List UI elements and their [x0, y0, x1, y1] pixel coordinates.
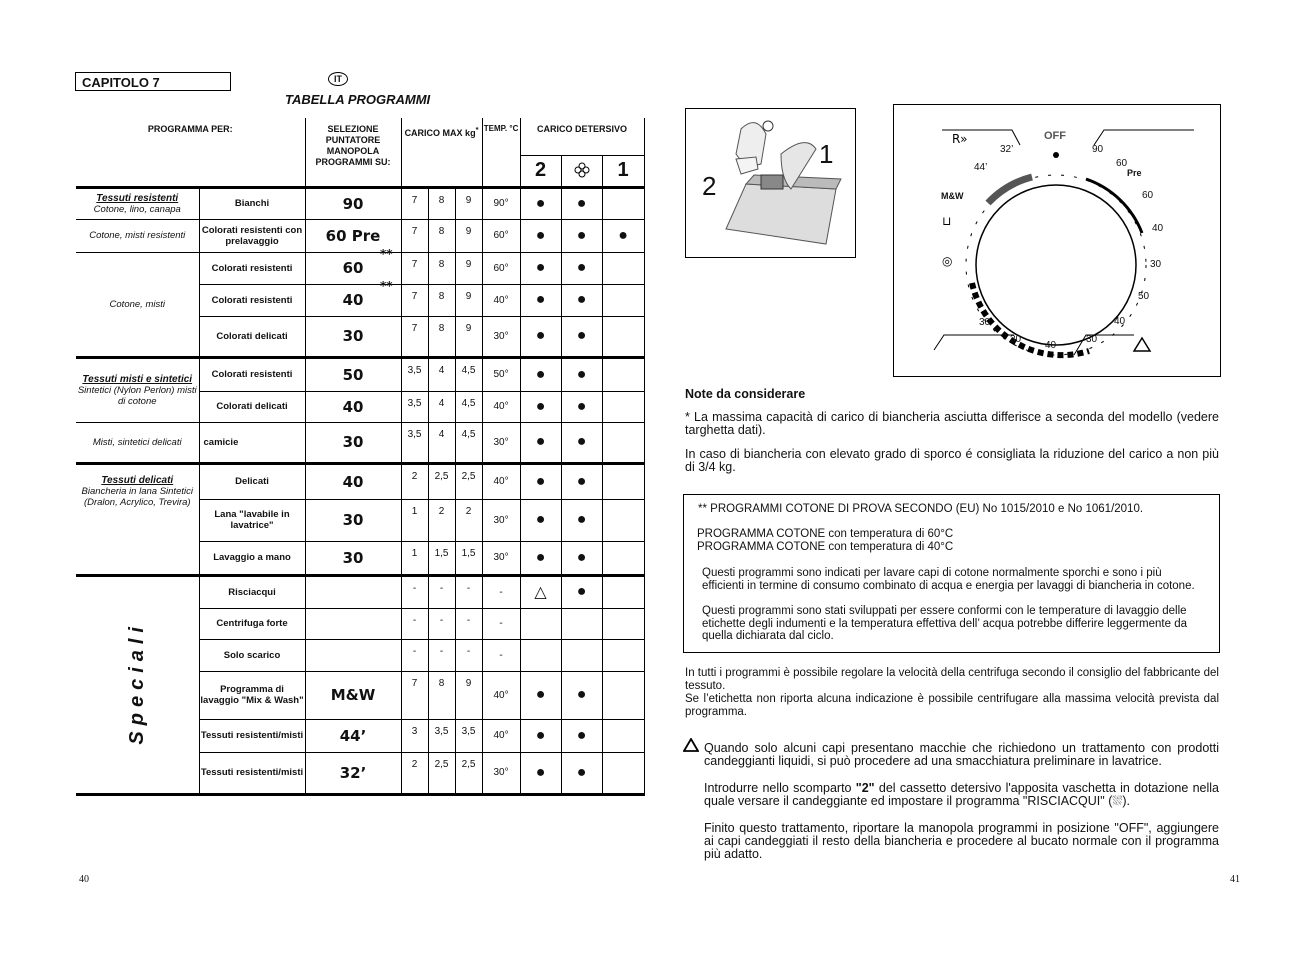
program-name: camicie [199, 422, 305, 463]
program-name: Bianchi [199, 187, 305, 219]
table-row [76, 575, 644, 608]
load-2: 3,5 [428, 719, 455, 752]
load-2: 4 [428, 357, 455, 391]
detergent-2 [520, 575, 561, 608]
selector-value [305, 608, 401, 639]
detergent-1 [602, 284, 644, 316]
selector-text: 40 [342, 472, 364, 491]
selector-value [305, 278, 401, 316]
load-2: 8 [428, 219, 455, 252]
selector-text: 44’ [339, 726, 367, 745]
group-g6 [76, 463, 199, 575]
box-line-4: Questi programmi sono indicati per lavare capi di cotone normalmente sporchi e sono i più efficienti in termine di consumo combinato di acqua e energia per lavaggi di biancheria in cotone. [702, 567, 1195, 592]
header-carico-text: CARICO MAX kg [404, 128, 476, 138]
bleach-p3: Finito questo trattamento, riportare la manopola programmi in posizione "OFF", aggiungere ai capi candeggiati il resto della biancheria e procedere al bucato normale con il programma più adatto. [704, 821, 1219, 861]
page-number-right: 41 [1230, 874, 1240, 885]
detergent-1 [602, 752, 644, 794]
selector-text: 30 [342, 433, 364, 451]
detergent-2-mark: △ [534, 584, 547, 601]
selector-value [305, 671, 401, 719]
dial-label-30d: 30 [979, 317, 991, 328]
page-number-left: 40 [79, 874, 89, 885]
temperature: 60° [482, 219, 520, 252]
program-name: Colorati delicati [199, 316, 305, 357]
detergent-flower [561, 719, 602, 752]
program-name: Centrifuga forte [199, 608, 305, 639]
detergent-2-mark: ● [535, 327, 546, 344]
load-3: 9 [455, 187, 482, 219]
selector-text: 32’ [339, 763, 367, 782]
detergent-1 [602, 639, 644, 671]
group-g1-title: Tessuti resistenti [96, 192, 179, 204]
detergent-1 [602, 541, 644, 575]
detergent-flower-mark: ● [576, 327, 587, 344]
temperature: 30° [482, 752, 520, 794]
temperature: 90° [482, 187, 520, 219]
program-name: Colorati resistenti [199, 252, 305, 284]
detergent-flower [561, 639, 602, 671]
load-2: - [428, 639, 455, 671]
temperature: 30° [482, 541, 520, 575]
detergent-2 [520, 671, 561, 719]
detergent-2 [520, 357, 561, 391]
detergent-2 [520, 719, 561, 752]
group-g6-title: Tessuti delicati [101, 474, 174, 486]
load-1: - [401, 575, 428, 608]
load-3: 2,5 [455, 463, 482, 499]
program-name: Programma di lavaggio "Mix & Wash" [199, 671, 305, 719]
selector-value [305, 187, 401, 219]
detergent-1 [602, 252, 644, 284]
detergent-flower-mark: ● [576, 472, 587, 490]
svg-text:⊔: ⊔ [942, 214, 952, 228]
load-2: 8 [428, 252, 455, 284]
detergent-2 [520, 391, 561, 422]
selector-text: M&W [330, 686, 376, 704]
group-g1-sub: Cotone, lino, canapa [93, 203, 181, 215]
load-1: 1 [401, 499, 428, 541]
load-3: 1,5 [455, 541, 482, 575]
load-3: - [455, 575, 482, 608]
dial-label-60pre: 60 [1116, 158, 1128, 169]
detergent-2-mark: ● [535, 511, 546, 528]
selector-text: 40 [342, 397, 364, 416]
detergent-flower-mark: ● [576, 583, 587, 600]
svg-text:◎: ◎ [942, 254, 953, 268]
detergent-flower [561, 752, 602, 794]
detergent-2-mark: ● [535, 763, 546, 781]
selector-value [305, 575, 401, 608]
detergent-flower [561, 219, 602, 252]
detergent-2 [520, 252, 561, 284]
detergent-flower [561, 463, 602, 499]
header-detersivo: CARICO DETERSIVO [520, 118, 644, 155]
load-2: 8 [428, 284, 455, 316]
program-name: Delicati [199, 463, 305, 499]
load-3: 9 [455, 219, 482, 252]
load-1: 3,5 [401, 391, 428, 422]
program-name: Tessuti resistenti/misti [199, 719, 305, 752]
detergent-1 [602, 719, 644, 752]
selector-value [305, 357, 401, 391]
detergent-2-mark: ● [535, 194, 546, 212]
table-row [76, 187, 644, 219]
program-name: Colorati resistenti [199, 357, 305, 391]
selector-text: 60 [342, 259, 364, 277]
detergent-flower [561, 422, 602, 463]
selector-star: ** [379, 278, 393, 293]
load-1: 3 [401, 719, 428, 752]
selector-value [305, 752, 401, 794]
load-2: 4 [428, 422, 455, 463]
temperature: 40° [482, 284, 520, 316]
temperature: 40° [482, 391, 520, 422]
detergent-2-mark: ● [535, 259, 546, 276]
temperature: 30° [482, 316, 520, 357]
detergent-1 [602, 219, 644, 252]
load-1: 7 [401, 284, 428, 316]
detergent-2-mark: ● [535, 365, 546, 383]
dial-label-44: 44’ [974, 162, 988, 173]
program-name: Lavaggio a mano [199, 541, 305, 575]
detergent-1 [602, 608, 644, 639]
load-3: 9 [455, 671, 482, 719]
detergent-flower [561, 575, 602, 608]
group-g3 [76, 252, 199, 357]
detergent-flower-mark: ● [576, 763, 587, 781]
detergent-2 [520, 284, 561, 316]
detergent-drawer-illustration [685, 108, 856, 258]
detergent-flower [561, 391, 602, 422]
selector-text: 90 [342, 194, 364, 213]
selector-star: ** [379, 246, 393, 261]
detergent-1 [602, 422, 644, 463]
bleach-p1: Quando solo alcuni capi presentano macchie che richiedono un trattamento con prodotti candeggianti liquidi, si può procedere ad una smacchiatura preliminare in lavatrice. [704, 741, 1219, 768]
detergent-2-mark: ● [535, 472, 546, 490]
header-selezione: SELEZIONE PUNTATORE MANOPOLA PROGRAMMI SU: [305, 118, 401, 187]
program-dial-illustration [893, 104, 1221, 377]
detergent-flower-mark: ● [576, 548, 587, 566]
detergent-flower-mark: ● [576, 726, 587, 744]
bleach-p2 [704, 782, 1219, 808]
load-3: 4,5 [455, 422, 482, 463]
spin-p1: In tutti i programmi è possibile regolare la velocità della centrifuga secondo il consiglio del fabbricante del tessuto. [685, 667, 1219, 692]
detergent-2-mark: ● [535, 686, 546, 703]
load-1: 7 [401, 316, 428, 357]
detergent-flower-mark: ● [576, 433, 587, 450]
temperature: 30° [482, 499, 520, 541]
table-row [76, 422, 644, 463]
detergent-flower [561, 541, 602, 575]
detergent-flower [561, 187, 602, 219]
detergent-flower [561, 357, 602, 391]
load-1: 2 [401, 463, 428, 499]
load-1: 3,5 [401, 422, 428, 463]
load-2: 1,5 [428, 541, 455, 575]
detergent-flower [561, 252, 602, 284]
header-temp: TEMP. °C [482, 118, 520, 187]
selector-value [305, 422, 401, 463]
temperature: - [482, 608, 520, 639]
bleach-p2b: "2" [855, 781, 875, 795]
spin-p2: Se l’etichetta non riporta alcuna indicazione è possibile centrifugare alla massima velocità prevista dal programma. [685, 693, 1219, 718]
table-row [76, 357, 644, 391]
detergent-2-mark: ● [535, 397, 546, 415]
load-2: 8 [428, 187, 455, 219]
selector-value [305, 541, 401, 575]
group-g5-text: Misti, sintetici delicati [92, 436, 182, 448]
selector-text: 30 [342, 548, 364, 567]
flower-icon [561, 155, 602, 187]
table-title: TABELLA PROGRAMMI [285, 92, 431, 107]
load-2: 2 [428, 499, 455, 541]
temperature: - [482, 639, 520, 671]
load-1: 1 [401, 541, 428, 575]
program-name: Solo scarico [199, 639, 305, 671]
group-g2-text: Cotone, misti resistenti [89, 230, 186, 241]
detergent-1 [602, 187, 644, 219]
detergent-flower [561, 284, 602, 316]
selector-text: 40 [342, 291, 364, 309]
selector-text: 30 [342, 327, 364, 345]
program-name: Tessuti resistenti/misti [199, 752, 305, 794]
detergent-2 [520, 499, 561, 541]
load-1: 2 [401, 752, 428, 794]
dial-label-40b: 40 [1114, 316, 1126, 327]
dial-label-90: 90 [1092, 144, 1104, 155]
detergent-2-mark: ● [535, 726, 546, 744]
load-3: 9 [455, 316, 482, 357]
notes-p2: In caso di biancheria con elevato grado di sporco é consigliata la riduzione del carico a non più di 3/4 kg. [685, 447, 1219, 474]
detergent-1 [602, 391, 644, 422]
header-programma: PROGRAMMA PER: [147, 124, 233, 134]
program-name: Colorati delicati [199, 391, 305, 422]
load-2: 2,5 [428, 752, 455, 794]
load-2: 8 [428, 671, 455, 719]
det-col-1: 1 [602, 155, 644, 187]
box-line-5: Questi programmi sono stati sviluppati per essere conformi con le temperature di lavaggio delle etichette degli indumenti e la temperatura effettiva dell’ acqua potrebbe differire leggermente da quella dichiarata dal ciclo. [702, 605, 1188, 642]
temperature: 40° [482, 719, 520, 752]
detergent-flower-mark: ● [576, 226, 587, 244]
drawer-label-2: 2 [702, 171, 717, 201]
box-line-3: PROGRAMMA COTONE con temperatura di 40°C [697, 541, 954, 553]
temperature: 60° [482, 252, 520, 284]
load-2: 8 [428, 316, 455, 357]
dial-label-60: 60 [1142, 190, 1154, 201]
group-g7 [76, 575, 199, 794]
detergent-flower-mark: ● [576, 365, 587, 383]
dial-label-40: 40 [1152, 223, 1164, 234]
rinse-icon: ⛆ [1112, 794, 1123, 808]
selector-text: 60 Pre [325, 226, 381, 245]
selector-value [305, 316, 401, 357]
load-3: 3,5 [455, 719, 482, 752]
detergent-2 [520, 219, 561, 252]
load-3: - [455, 639, 482, 671]
temperature: 50° [482, 357, 520, 391]
detergent-1-mark: ● [618, 226, 628, 244]
load-2: - [428, 608, 455, 639]
program-name: Colorati resistenti con prelavaggio [199, 219, 305, 252]
selector-text: 30 [342, 511, 364, 529]
selector-value [305, 463, 401, 499]
detergent-2 [520, 316, 561, 357]
notes-title: Note da considerare [685, 387, 806, 401]
detergent-flower-mark: ● [576, 397, 587, 415]
bleach-p2d: ). [1122, 794, 1131, 808]
load-1: 7 [401, 219, 428, 252]
selector-text: 50 [342, 365, 364, 384]
detergent-2-mark: ● [535, 548, 546, 566]
detergent-2 [520, 608, 561, 639]
detergent-flower [561, 608, 602, 639]
temperature: 40° [482, 671, 520, 719]
detergent-flower [561, 671, 602, 719]
dial-label-pre: Pre [1127, 168, 1142, 178]
load-1: - [401, 639, 428, 671]
load-3: 9 [455, 252, 482, 284]
detergent-2-mark: ● [535, 226, 546, 244]
bleach-p2c: del cassetto detersivo l'apposita vaschetta in dotazione nella quale versare il candeggiante ed impostare il programma "RISCIACQUI" ( [704, 781, 1219, 808]
detergent-2 [520, 187, 561, 219]
group-g2 [76, 219, 199, 252]
dial-label-50: 50 [1138, 291, 1150, 302]
temperature: - [482, 575, 520, 608]
selector-value [305, 499, 401, 541]
box-line-1: ** PROGRAMMI COTONE DI PROVA SECONDO (EU) No 1015/2010 e No 1061/2010. [698, 503, 1144, 515]
language-badge: IT [328, 72, 348, 86]
box-line-2: PROGRAMMA COTONE con temperatura di 60°C [697, 528, 954, 540]
detergent-2 [520, 541, 561, 575]
detergent-1 [602, 463, 644, 499]
selector-value [305, 719, 401, 752]
det-col-2: 2 [520, 155, 561, 187]
group-g4 [76, 357, 199, 422]
load-2: 4 [428, 391, 455, 422]
load-3: 4,5 [455, 357, 482, 391]
load-2: - [428, 575, 455, 608]
dial-label-30c: 30 [1010, 334, 1022, 345]
detergent-1 [602, 316, 644, 357]
detergent-flower-mark: ● [576, 194, 587, 212]
table-row [76, 252, 644, 284]
detergent-flower-mark: ● [576, 511, 587, 528]
header-carico [401, 118, 482, 187]
load-1: - [401, 608, 428, 639]
detergent-1 [602, 671, 644, 719]
detergent-1 [602, 575, 644, 608]
load-1: 7 [401, 187, 428, 219]
program-name: Lana "lavabile in lavatrice" [199, 499, 305, 541]
detergent-2 [520, 463, 561, 499]
temperature: 30° [482, 422, 520, 463]
detergent-flower-mark: ● [576, 291, 587, 308]
notes-p1: * La massima capacità di carico di biancheria asciutta differisce a seconda del modello (vedere targhetta dati). [685, 410, 1219, 437]
table-row [76, 463, 644, 499]
group-g4-title: Tessuti misti e sintetici [82, 373, 193, 385]
chapter-label: CAPITOLO 7 [75, 72, 231, 91]
group-g5 [76, 422, 199, 463]
selector-value [305, 639, 401, 671]
test-programs-box [683, 494, 1220, 653]
group-g6-sub: Biancheria in lana Sintetici (Dralon, Acrylico, Trevira) [81, 485, 193, 508]
load-2: 2,5 [428, 463, 455, 499]
dial-off-label: OFF [1044, 130, 1066, 142]
detergent-2-mark: ● [535, 433, 546, 450]
selector-value [305, 391, 401, 422]
dial-label-30: 30 [1150, 259, 1162, 270]
detergent-flower-mark: ● [576, 259, 587, 276]
dial-label-mw: M&W [941, 191, 964, 201]
group-g7-text: Speciali [125, 621, 148, 745]
load-1: 7 [401, 671, 428, 719]
group-g3-text: Cotone, misti [109, 298, 165, 310]
load-3: 9 [455, 284, 482, 316]
program-name: Colorati resistenti [199, 284, 305, 316]
detergent-1 [602, 499, 644, 541]
load-3: 4,5 [455, 391, 482, 422]
detergent-1 [602, 357, 644, 391]
group-g4-sub: Sintetici (Nylon Perlon) misti di cotone [77, 384, 197, 407]
detergent-flower [561, 499, 602, 541]
load-1: 7 [401, 252, 428, 284]
dial-label-40c: 40 [1045, 340, 1057, 351]
dial-label-32: 32’ [1000, 144, 1014, 155]
detergent-2 [520, 422, 561, 463]
load-1: 3,5 [401, 357, 428, 391]
program-name: Risciacqui [199, 575, 305, 608]
header-carico-sup: * [475, 125, 479, 134]
group-g1 [76, 187, 199, 219]
detergent-2 [520, 752, 561, 794]
load-3: - [455, 608, 482, 639]
temperature: 40° [482, 463, 520, 499]
drawer-label-1: 1 [819, 139, 834, 169]
dial-label-30b: 30 [1086, 334, 1098, 345]
program-table [76, 118, 644, 796]
warning-triangle-icon [683, 738, 699, 757]
bleach-p2a: Introdurre nello scomparto [704, 781, 856, 795]
detergent-flower [561, 316, 602, 357]
load-3: 2,5 [455, 752, 482, 794]
load-3: 2 [455, 499, 482, 541]
detergent-2 [520, 639, 561, 671]
detergent-flower-mark: ● [576, 686, 587, 703]
detergent-2-mark: ● [535, 291, 546, 308]
svg-text:R»: R» [952, 132, 968, 146]
table-row [76, 219, 644, 252]
